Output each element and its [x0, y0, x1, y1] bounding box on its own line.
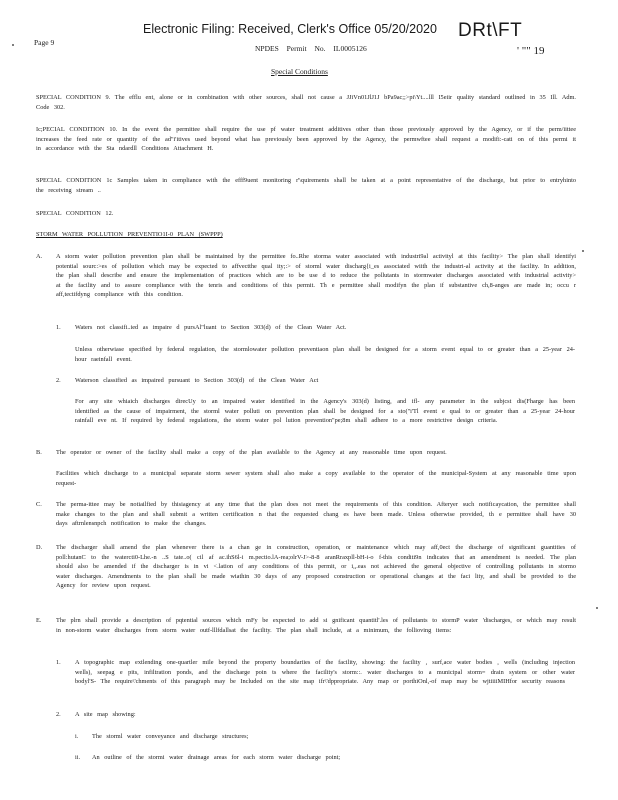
item-e2-ii-text: An outline of the stormi water drainage areas for each storm water discharge point; [92, 754, 341, 761]
special-condition-11: SPECIAL CONDITION 1c Samples taken in compliance with the efff9uent monitoring r'\quirements shall be taken at a point representative of the discharge, but prior to entryhinto the receiving stream .. [36, 177, 576, 194]
item-a2-detail: For any site whiaich discharges direcUy to an impaired water identified in the Agency's 303(d) listing, and ifl- any parameter in the subjcst dis(Fharge has been identified as the cause of impairment, the storml water polluti on prevention plan shall be designed for a sto("i'Tl event e qual to or greater than a 25-year 24-hour rainfall eve nt. If required by federal regulations, the storm water pol lution prevention"pe;8m shall adhere to a more restrictive design criteria. [75, 398, 575, 425]
filing-stamp: Electronic Filing: Received, Clerk's Office 05/20/2020 [143, 22, 437, 36]
item-a1-detail: Unless otherwiase specified by federal regulation, the stormlowater pollution preventiaon plan shall be designed for a storm event equal to or greater than a 25-year 24-hour raeinfall event. [75, 346, 575, 363]
item-e1-text: A topographic map extlending one-quartler mile beyond the property boundariies of the facility, showing: the facility , surf,ace water bodies , wells (including injection wells), seepag e pits, infiltration ponds, and the discharge poin ts where the facility's storm::. water discharges to a municipal storm= drain system or other water bodyl'S- The require\'chments of this paragraph may be Included on the site map ifr\'dppropriate. Any map or porthiOnl,-of map may be wjtiiiiMIHfor security reasons [75, 659, 575, 686]
item-a2-text: Waterson classified as impaired pursuant to Section 303(d) of the Clean Water Act [75, 377, 319, 384]
item-a-text: A storm water pollution prevention plan shall be maintained by the permittee fo..Rhe storma water associated with industri9al activityl at this facility> The plan shall identifyi potential sourc:>es of pollution which may be expected to affvectthe qual ity;:> of storml water discharg{i_es associated wiith the industri-al activity at the facility. In addition, the plan shall describe and ensure the implementation of practices which are to be use d to reduce the pollutants in stormwater discharges associated with industrial activity> at the facility and to assure compliance with the tenris and conditions of this permit. Th e permittee shall modifyn the plan if substantive ch,8-anges are made in; occu r aff,tectifdyng compliance with this condition. [56, 253, 576, 299]
item-b-detail: Facilities which discharge to a municipal separate storm sewer system shall also make a copy available to the operator of the municipal-System at any reasonable time upon request- [56, 470, 576, 487]
swppp-heading: STORM WATER POLLUTION PREVENTIO1I-0 PLAN (SWPPP) [36, 231, 223, 238]
special-condition-10: Ic;PECIAL CONDITION 10. In the event the permittee shall require the use pf water treatment additives other than those previously approved by the Agency, or if the perm/iittee increases the feed rate or quantity of the ad"i'itives used beyond what has previously been approved by the Agency, the permwftee shall request a modifi:-cati on of this permi it in accordance with the Sta ndardll Conditions Attachment H. [36, 126, 576, 153]
item-a1-text: Waters not classifi..ied as impaire d pursAl"luant to Section 303(d) of the Clean Water Act. [75, 324, 347, 331]
item-e-label: E. [36, 617, 42, 624]
item-a1-label: 1. [56, 324, 61, 331]
item-a2-label: 2. [56, 377, 61, 384]
corner-mark: ' "" 19 [517, 45, 545, 57]
scan-speck [12, 44, 14, 46]
item-c-label: C. [36, 501, 42, 508]
permit-number: NPDES Permit No. IL0005126 [255, 44, 367, 53]
item-b-label: B. [36, 449, 42, 456]
special-condition-12: SPECIAL CONDITION 12. [36, 210, 114, 217]
scan-speck [596, 607, 598, 609]
item-c-text: The perma-ittee may be notiailfied by thisiagency at any time that the plan does not meet the requirements of this condition. Afteryer such notificaycation, the permittee shall make changes to the plan and shall submit a written certification n that the requested chang es have been made. Unless otherwise provided, th e permittee shall have 30 days aftrnlensnpch notification to make the changes. [56, 501, 576, 528]
item-e2-label: 2. [56, 711, 61, 718]
item-e2-i-label: i. [75, 733, 79, 740]
scan-speck [582, 250, 584, 252]
item-d-label: D. [36, 544, 43, 551]
special-condition-9: SPECIAL CONDITION 9. The efflu ent, alone or in combination with other sources, shall not cause a JJiVn01JlJ1J bPa9ac;;>pi\Yt....lll I5eiir quality standard outlined in 35 Ill. Adm. Code 302. [36, 94, 576, 111]
section-title: Special Conditions [271, 67, 328, 76]
draft-watermark: DRt\FT [458, 20, 523, 41]
item-e2-text: A site map showing: [75, 711, 136, 718]
item-e2-i-text: The storml water conveyance and discharge structures; [92, 733, 249, 740]
item-b-text: The operator or owner of the facility shall make a copy of the plan available to the Agency at any reasonable time upon request. [56, 449, 447, 456]
item-e-text: The plrn shall provide a description of pqtential sources which mFy be expected to add si gnificant quantitl'.les of pollutants to stormP water 'discharges, or which may result in non-storm water discharges from storm water outf-lllfdallsat the facility. The plan shall include, at a minimum, the follioving items: [56, 617, 576, 634]
item-d-text: The discharger shall amend the plan whenever there is a chan ge in construction, operation, or maintenance which may aff,0ect the discharge of significant guantities of poll:hutanC to the watercti0-Lhe.-n ..S tate..o( cil af ac.ihS6l-i m.pectio.lA-rea;olrV-J>-8-8 aranRraxpll-bH-i-o f-this conditi9n indicates that an amendment is needed. The plan should also be amended if the discharger is in vi <.lation of any conditions of this permit, or i,,.eas not achieved the general objective of controlling pollutants in stormo water discharges. Amendments to the plan shall be made wiathin 30 days of any proposed construction or operational changes at the faci lity, and shall be provided to the Agency for review upon request. [56, 544, 576, 590]
item-a-label: A. [36, 253, 43, 260]
item-e2-ii-label: ii. [75, 754, 81, 761]
page-number: Page 9 [34, 38, 55, 47]
item-e1-label: 1. [56, 659, 61, 666]
